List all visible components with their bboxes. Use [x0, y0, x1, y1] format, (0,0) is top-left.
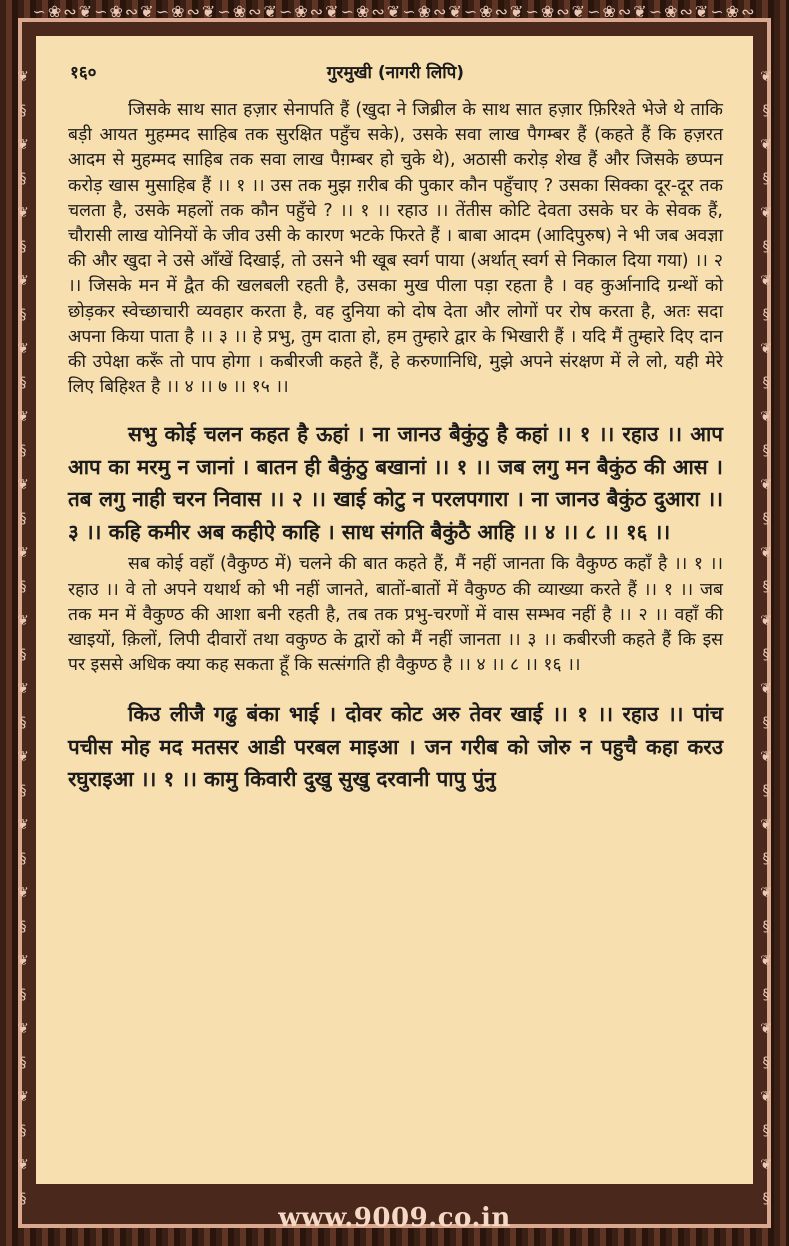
top-ornament: ∽❀∾❦∽❀∾❦∽❀∾❦∽❀∾❦∽❀∾❦∽❀∾❦∽❀∾❦∽❀∾❦∽❀∾❦∽❀∾❦∽❀∾❦∽❀∾	[32, 2, 757, 21]
gurbani-verse-1: सभु कोई चलन कहत है ऊहां । ना जानउ बैकुंठु है कहां ।। १ ।। रहाउ ।। आप आप का मरमु न जानां । बातन ही बैकुंठु बखानां ।। १ ।। जब लगु मन बैकुंठ की आस । तब लगु नाही चरन निवास ।। २ ।। खाई कोटु न परलपगारा । ना जानउ बैकुंठ दुआरा ।। ३ ।। कहि कमीर अब कहीऐ काहि । साध संगति बैकुंठै आहि ।। ४ ।। ८ ।। १६ ।।	[68, 422, 723, 544]
commentary-paragraph-2: सब कोई वहाँ (वैकुण्ठ में) चलने की बात कहते हैं, मैं नहीं जानता कि वैकुण्ठ कहाँ है ।। १ ।। रहाउ ।। वे तो अपने यथार्थ को भी नहीं जानते, बातों-बातों में वैकुण्ठ की व्याख्या करते हैं ।। १ ।। जब तक मन में वैकुण्ठ की आशा बनी रहती है, तब तक प्रभु-चरणों में वास सम्भव नहीं है ।। २ ।। वहाँ की खाइयों, क़िलों, लिपी दीवारों तथा वकुण्ठ के द्वारों को मैं नहीं जानता ।। ३ ।। कबीरजी कहते हैं कि इस पर इससे अधिक क्या कह सकता हूँ कि सत्संगति ही वैकुण्ठ है ।। ४ ।। ८ ।। १६ ।।	[68, 554, 723, 676]
page-number: १६०	[70, 63, 97, 83]
website-url: www.9009.co.in	[278, 1203, 511, 1233]
page-header	[68, 50, 723, 82]
commentary-paragraph-1: जिसके साथ सात हज़ार सेनापति हैं (खुदा ने जिब्रील के साथ सात हज़ार फ़िरिश्ते भेजे थे ताकि बड़ी आयत मुहम्मद साहिब तक सुरक्षित पहुँच सके), उसके सवा लाख पैगम्बर हैं (कहते हैं कि हज़रत आदम से मुहम्मद साहिब तक सवा लाख पैग़म्बर हो चुके थे), अठासी करोड़ शेख हैं और जिसके छप्पन करोड़ खास मुसाहिब हैं ।। १ ।। उस तक मुझ ग़रीब की पुकार कौन पहुँचाए ? उसका सिक्का दूर-दूर तक चलता है, उसके महलों तक कौन पहुँचे ? ।। १ ।। रहाउ ।। तेंतीस कोटि देवता उसके घर के सेवक हैं, चौरासी लाख योनियों के जीव उसी के कारण भटके फिरते हैं । बाबा आदम (आदिपुरुष) ने भी जब अवज्ञा की और खुदा ने उसे आँखें दिखाई, तो उसने भी खूब स्वर्ग पाया (अर्थात् स्वर्ग से निकाल दिया गया) ।। २ ।। जिसके मन में द्वैत की खलबली रहती है, उसका मुख पीला पड़ा रहता है । वह कुर्आनादि ग्रन्थों को छोड़कर स्वेच्छाचारी व्यवहार करता है, वह दुनिया को दोष देता और लोगों पर रोष करता है, अतः सदा अपना किया पाता है ।। ३ ।। हे प्रभु, तुम दाता हो, हम तुम्हारे द्वार के भिखारी हैं । यदि मैं तुम्हारे दिए दान की उपेक्षा करूँ तो पाप होगा । कबीरजी कहते हैं, हे करुणानिधि, मुझे अपने संरक्षण में ले लो, यही मेरे लिए बिहिश्त है ।। ४ ।। ७ ।। १५ ।।	[68, 100, 723, 398]
gurbani-verse-2: किउ लीजै गढु बंका भाई । दोवर कोट अरु तेवर खाई ।। १ ।। रहाउ ।। पांच पचीस मोह मद मतसर आडी परबल माइआ । जन गरीब को जोरु न पहुचै कहा करउ रघुराइआ ।। १ ।। कामु किवारी दुखु सुखु दरवानी पापु पुंनु	[68, 702, 723, 792]
running-title: गुरमुखी (नागरी लिपि)	[326, 63, 465, 83]
right-ornament: ❦ § ❦ § ❦ § ❦ § ❦ § ❦ § ❦ § ❦ § ❦ § ❦ § ❦ § ❦ § ❦ § ❦ § ❦ § ❦ § ❦ §	[760, 69, 772, 1207]
left-ornament: ❦ § ❦ § ❦ § ❦ § ❦ § ❦ § ❦ § ❦ § ❦ § ❦ § ❦ § ❦ § ❦ § ❦ § ❦ § ❦ § ❦ §	[17, 69, 29, 1207]
book-page	[36, 36, 753, 1184]
